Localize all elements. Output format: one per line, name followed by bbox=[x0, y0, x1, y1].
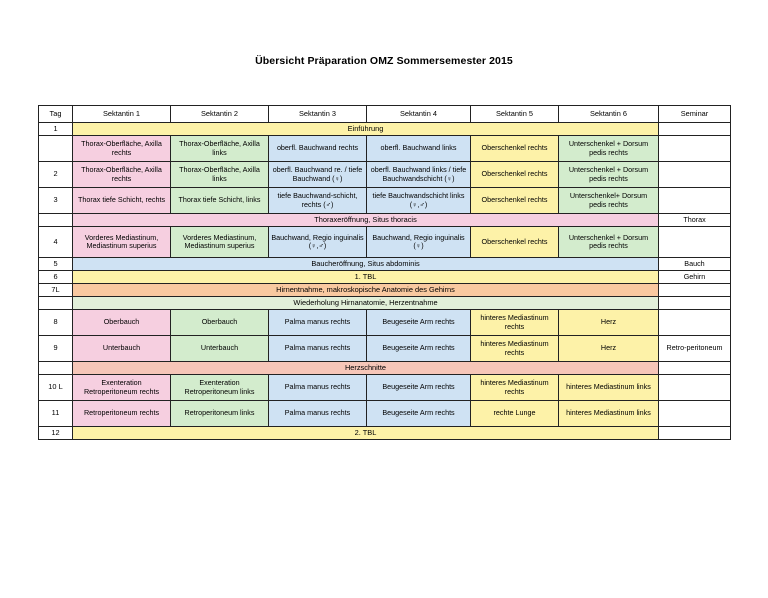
table-row bbox=[39, 188, 731, 214]
document-page bbox=[0, 55, 768, 598]
row-seminar-cell: Thorax bbox=[659, 214, 731, 227]
row-task-cell: Retroperitoneum rechts bbox=[73, 401, 171, 427]
row-task-cell: Exenteration Retroperitoneum links bbox=[171, 375, 269, 401]
row-task-cell: oberfl. Bauchwand rechts bbox=[269, 136, 367, 162]
column-header-seminar: Seminar bbox=[659, 106, 731, 123]
row-day-cell: 5 bbox=[39, 258, 73, 271]
table-header-row bbox=[39, 106, 731, 123]
row-task-cell: Thorax-Oberfläche, Axilla rechts bbox=[73, 162, 171, 188]
row-banner-cell: 1. TBL bbox=[73, 271, 659, 284]
row-seminar-cell bbox=[659, 284, 731, 297]
row-task-cell: Exenteration Retroperitoneum rechts bbox=[73, 375, 171, 401]
table-row bbox=[39, 284, 731, 297]
row-day-cell bbox=[39, 136, 73, 162]
column-header-sektantin-6: Sektantin 6 bbox=[559, 106, 659, 123]
row-task-cell: Oberbauch bbox=[171, 310, 269, 336]
row-seminar-cell bbox=[659, 362, 731, 375]
row-day-cell bbox=[39, 297, 73, 310]
column-header-sektantin-1: Sektantin 1 bbox=[73, 106, 171, 123]
row-day-cell: 11 bbox=[39, 401, 73, 427]
row-seminar-cell: Retro-peritoneum bbox=[659, 336, 731, 362]
row-task-cell: Oberschenkel rechts bbox=[471, 188, 559, 214]
row-day-cell: 9 bbox=[39, 336, 73, 362]
row-seminar-cell: Gehirn bbox=[659, 271, 731, 284]
row-day-cell: 2 bbox=[39, 162, 73, 188]
row-task-cell: hinteres Mediastinum links bbox=[559, 375, 659, 401]
row-task-cell: Thorax-Oberfläche, Axilla links bbox=[171, 162, 269, 188]
row-task-cell: Unterschenkel+ Dorsum pedis rechts bbox=[559, 188, 659, 214]
schedule-table-wrapper bbox=[38, 105, 730, 440]
row-banner-cell: Hirnentnahme, makroskopische Anatomie des Gehirns bbox=[73, 284, 659, 297]
row-task-cell: Thorax tiefe Schicht, links bbox=[171, 188, 269, 214]
row-seminar-cell bbox=[659, 162, 731, 188]
row-task-cell: Beugeseite Arm rechts bbox=[367, 336, 471, 362]
row-seminar-cell bbox=[659, 297, 731, 310]
row-task-cell: hinteres Mediastinum rechts bbox=[471, 375, 559, 401]
column-header-sektantin-3: Sektantin 3 bbox=[269, 106, 367, 123]
table-row bbox=[39, 227, 731, 258]
column-header-sektantin-4: Sektantin 4 bbox=[367, 106, 471, 123]
row-task-cell: Unterschenkel + Dorsum pedis rechts bbox=[559, 162, 659, 188]
row-seminar-cell bbox=[659, 401, 731, 427]
table-row bbox=[39, 271, 731, 284]
row-task-cell: tiefe Bauchwandschicht links (♀,♂) bbox=[367, 188, 471, 214]
row-seminar-cell bbox=[659, 375, 731, 401]
row-task-cell: tiefe Bauchwand-schicht, rechts (♂) bbox=[269, 188, 367, 214]
row-task-cell: Thorax-Oberfläche, Axilla rechts bbox=[73, 136, 171, 162]
row-seminar-cell bbox=[659, 427, 731, 440]
row-seminar-cell bbox=[659, 188, 731, 214]
row-day-cell bbox=[39, 214, 73, 227]
row-banner-cell: Baucheröffnung, Situs abdominis bbox=[73, 258, 659, 271]
table-body bbox=[39, 123, 731, 440]
table-row bbox=[39, 162, 731, 188]
row-task-cell: oberfl. Bauchwand links / tiefe Bauchwandschicht (♀) bbox=[367, 162, 471, 188]
table-row bbox=[39, 336, 731, 362]
table-row bbox=[39, 258, 731, 271]
row-seminar-cell bbox=[659, 227, 731, 258]
row-task-cell: Palma manus rechts bbox=[269, 310, 367, 336]
row-task-cell: Bauchwand, Regio inguinalis (♀) bbox=[367, 227, 471, 258]
row-task-cell: Unterbauch bbox=[171, 336, 269, 362]
row-banner-cell: Einführung bbox=[73, 123, 659, 136]
row-banner-cell: 2. TBL bbox=[73, 427, 659, 440]
row-day-cell: 10 L bbox=[39, 375, 73, 401]
row-task-cell: rechte Lunge bbox=[471, 401, 559, 427]
column-header-sektantin-2: Sektantin 2 bbox=[171, 106, 269, 123]
row-day-cell: 1 bbox=[39, 123, 73, 136]
row-task-cell: oberfl. Bauchwand re. / tiefe Bauchwand (♀) bbox=[269, 162, 367, 188]
table-row bbox=[39, 427, 731, 440]
row-task-cell: Beugeseite Arm rechts bbox=[367, 375, 471, 401]
row-day-cell: 12 bbox=[39, 427, 73, 440]
table-row bbox=[39, 362, 731, 375]
column-header-sektantin-5: Sektantin 5 bbox=[471, 106, 559, 123]
row-task-cell: Beugeseite Arm rechts bbox=[367, 401, 471, 427]
row-day-cell: 6 bbox=[39, 271, 73, 284]
table-row bbox=[39, 297, 731, 310]
row-seminar-cell bbox=[659, 136, 731, 162]
row-day-cell: 7L bbox=[39, 284, 73, 297]
row-seminar-cell: Bauch bbox=[659, 258, 731, 271]
row-task-cell: Vorderes Mediastinum, Mediastinum superius bbox=[171, 227, 269, 258]
row-day-cell: 8 bbox=[39, 310, 73, 336]
row-task-cell: hinteres Mediastinum rechts bbox=[471, 336, 559, 362]
table-row bbox=[39, 214, 731, 227]
row-task-cell: Unterschenkel + Dorsum pedis rechts bbox=[559, 227, 659, 258]
row-seminar-cell bbox=[659, 123, 731, 136]
row-banner-cell: Herzschnitte bbox=[73, 362, 659, 375]
table-row bbox=[39, 401, 731, 427]
table-row bbox=[39, 375, 731, 401]
table-row bbox=[39, 310, 731, 336]
row-task-cell: Bauchwand, Regio inguinalis (♀,♂) bbox=[269, 227, 367, 258]
row-task-cell: Herz bbox=[559, 336, 659, 362]
schedule-table bbox=[38, 105, 731, 440]
table-row bbox=[39, 123, 731, 136]
row-day-cell: 4 bbox=[39, 227, 73, 258]
row-task-cell: Unterschenkel + Dorsum pedis rechts bbox=[559, 136, 659, 162]
row-task-cell: Herz bbox=[559, 310, 659, 336]
row-banner-cell: Wiederholung Hirnanatomie, Herzentnahme bbox=[73, 297, 659, 310]
row-task-cell: Beugeseite Arm rechts bbox=[367, 310, 471, 336]
row-task-cell: Thorax-Oberfläche, Axilla links bbox=[171, 136, 269, 162]
row-day-cell: 3 bbox=[39, 188, 73, 214]
row-task-cell: Unterbauch bbox=[73, 336, 171, 362]
column-header-tag: Tag bbox=[39, 106, 73, 123]
row-day-cell bbox=[39, 362, 73, 375]
row-task-cell: Palma manus rechts bbox=[269, 375, 367, 401]
page-title: Übersicht Präparation OMZ Sommersemester 2015 bbox=[255, 55, 513, 67]
row-task-cell: Thorax tiefe Schicht, rechts bbox=[73, 188, 171, 214]
row-task-cell: Retroperitoneum links bbox=[171, 401, 269, 427]
row-task-cell: Oberbauch bbox=[73, 310, 171, 336]
row-task-cell: oberfl. Bauchwand links bbox=[367, 136, 471, 162]
table-row bbox=[39, 136, 731, 162]
row-task-cell: Oberschenkel rechts bbox=[471, 227, 559, 258]
row-task-cell: hinteres Mediastinum rechts bbox=[471, 310, 559, 336]
row-task-cell: hinteres Mediastinum links bbox=[559, 401, 659, 427]
row-seminar-cell bbox=[659, 310, 731, 336]
row-task-cell: Palma manus rechts bbox=[269, 401, 367, 427]
row-task-cell: Palma manus rechts bbox=[269, 336, 367, 362]
row-task-cell: Oberschenkel rechts bbox=[471, 136, 559, 162]
row-task-cell: Vorderes Mediastinum, Mediastinum superius bbox=[73, 227, 171, 258]
row-task-cell: Oberschenkel rechts bbox=[471, 162, 559, 188]
row-banner-cell: Thoraxeröffnung, Situs thoracis bbox=[73, 214, 659, 227]
table-header bbox=[39, 106, 731, 123]
